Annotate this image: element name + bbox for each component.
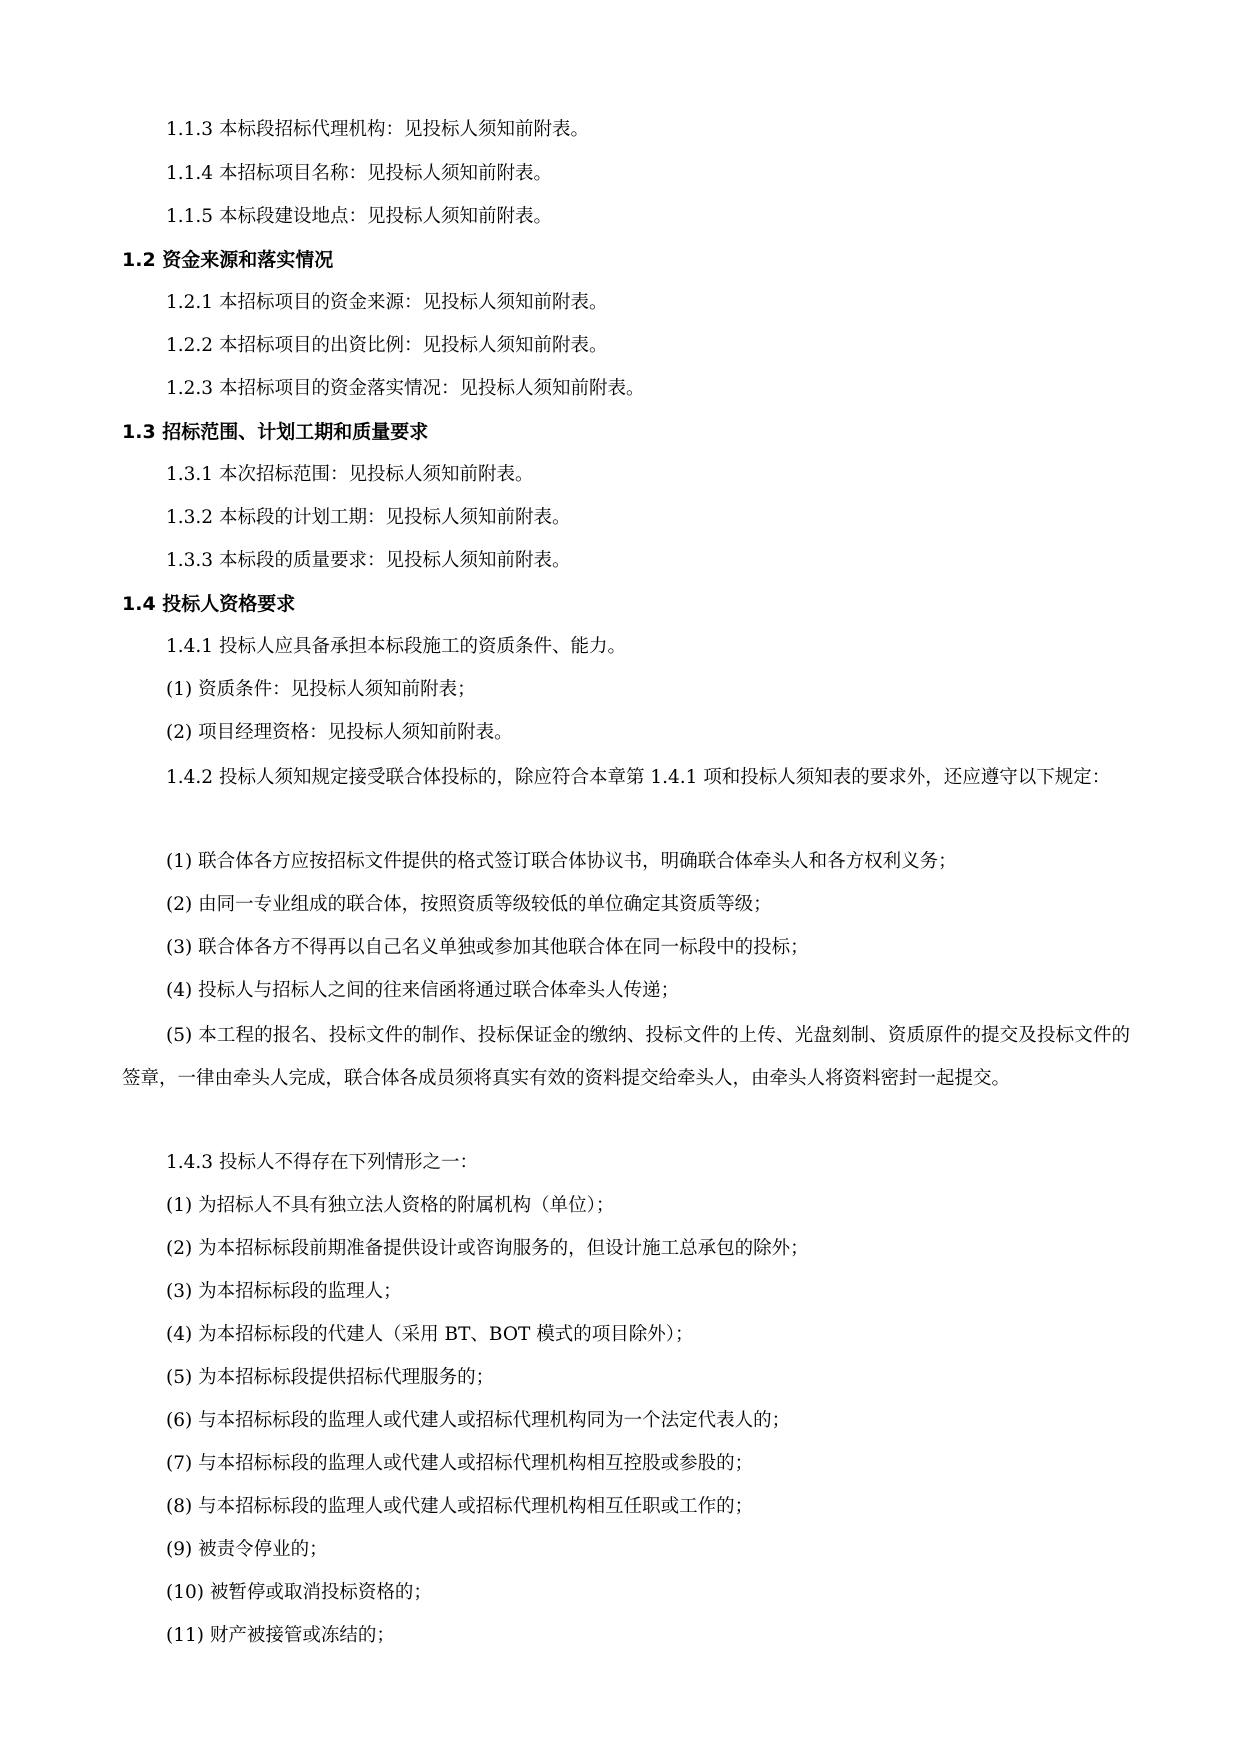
list-item: (11) 财产被接管或冻结的； [166,1625,395,1646]
list-item: (4) 投标人与招标人之间的往来信函将通过联合体牵头人传递； [166,980,680,1001]
list-item: (2) 为本招标标段前期准备提供设计或咨询服务的，但设计施工总承包的除外； [166,1238,809,1259]
list-item: (10) 被暂停或取消投标资格的； [166,1582,432,1603]
list-item: (3) 为本招标标段的监理人； [166,1281,402,1302]
list-item: (7) 与本招标标段的监理人或代建人或招标代理机构相互控股或参股的； [166,1453,754,1474]
clause-1-3-3: 1.3.3 本标段的质量要求：见投标人须知前附表。 [166,550,571,571]
clause-1-3-2: 1.3.2 本标段的计划工期：见投标人须知前附表。 [166,507,571,528]
list-item: (6) 与本招标标段的监理人或代建人或招标代理机构同为一个法定代表人的； [166,1410,791,1431]
clause-1-1-5: 1.1.5 本标段建设地点：见投标人须知前附表。 [166,206,552,227]
section-heading-1-3: 1.3 招标范围、计划工期和质量要求 [122,421,429,443]
clause-1-2-1: 1.2.1 本招标项目的资金来源：见投标人须知前附表。 [166,292,608,313]
list-item: (2) 项目经理资格：见投标人须知前附表。 [166,722,513,743]
clause-1-2-2: 1.2.2 本招标项目的出资比例：见投标人须知前附表。 [166,335,608,356]
section-heading-1-4: 1.4 投标人资格要求 [122,593,296,615]
clause-1-2-3: 1.2.3 本招标项目的资金落实情况：见投标人须知前附表。 [166,378,645,399]
list-item: (2) 由同一专业组成的联合体，按照资质等级较低的单位确定其资质等级； [166,894,772,915]
list-item: (5) 为本招标标段提供招标代理服务的； [166,1367,495,1388]
clause-1-1-4: 1.1.4 本招标项目名称：见投标人须知前附表。 [166,163,552,184]
list-item: (1) 资质条件：见投标人须知前附表； [166,679,476,700]
list-item: (3) 联合体各方不得再以自己名义单独或参加其他联合体在同一标段中的投标； [166,937,809,958]
list-item: (9) 被责令停业的； [166,1539,328,1560]
list-item: (1) 联合体各方应按招标文件提供的格式签订联合体协议书，明确联合体牵头人和各方权利义务； [166,851,957,872]
section-heading-1-2: 1.2 资金来源和落实情况 [122,249,334,271]
clause-1-4-1: 1.4.1 投标人应具备承担本标段施工的资质条件、能力。 [166,636,626,657]
list-item: (5) 本工程的报名、投标文件的制作、投标保证金的缴纳、投标文件的上传、光盘刻制、资质原件的提交及投标文件的签章，一律由牵头人完成，联合体各成员须将真实有效的资料提交给牵头人，由牵头人将资料密封一起提交。 [122,1025,1130,1089]
list-item: (8) 与本招标标段的监理人或代建人或招标代理机构相互任职或工作的； [166,1496,754,1517]
list-item: (4) 为本招标标段的代建人（采用 BT、BOT 模式的项目除外）； [166,1324,694,1345]
clause-1-1-3: 1.1.3 本标段招标代理机构：见投标人须知前附表。 [166,119,589,140]
clause-1-4-2: 1.4.2 投标人须知规定接受联合体投标的，除应符合本章第 1.4.1 项和投标人须知表的要求外，还应遵守以下规定： [166,767,1111,788]
clause-1-3-1: 1.3.1 本次招标范围：见投标人须知前附表。 [166,464,534,485]
list-item: (1) 为招标人不具有独立法人资格的附属机构（单位）； [166,1195,615,1216]
clause-1-4-3: 1.4.3 投标人不得存在下列情形之一： [166,1152,478,1173]
